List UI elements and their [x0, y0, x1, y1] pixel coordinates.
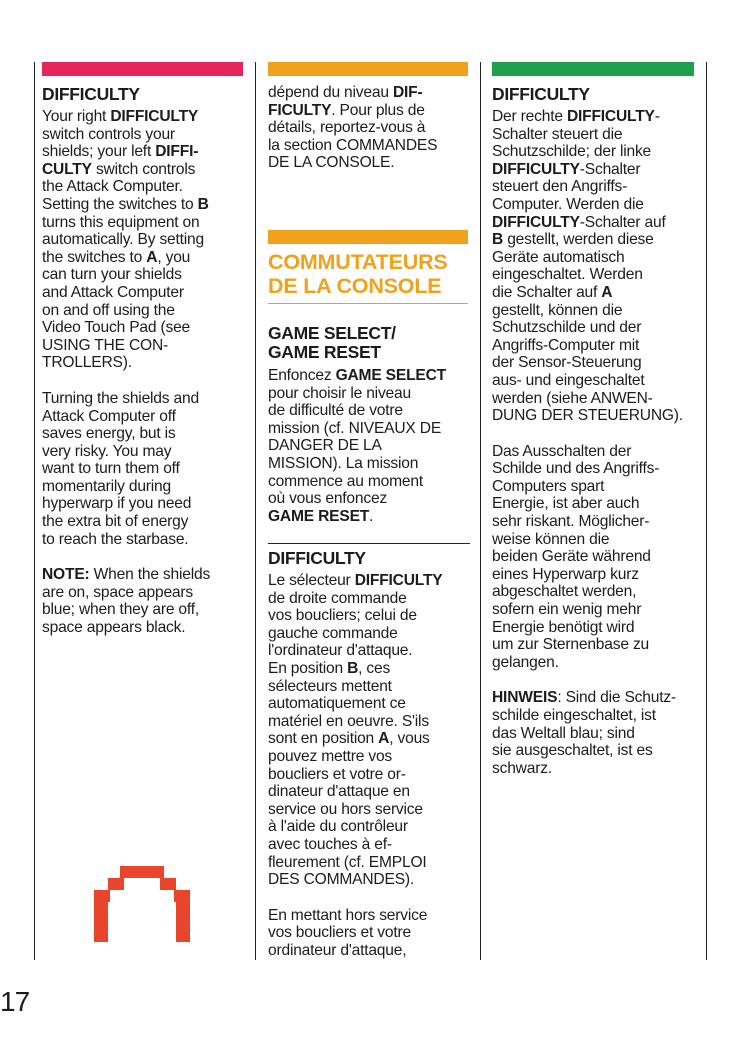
- column-french-intro: [268, 84, 478, 172]
- paragraph-en-2: Turning the shields and Attack Computer off saves energy, but is very risky. You may want to turn them off momentarily during hyperwarp if you need the extra bit of energy to reach the starbase.: [42, 389, 199, 548]
- column-english: [42, 85, 252, 637]
- divider-fr: [268, 543, 470, 544]
- paragraph-de-1: Der rechte DIFFICULTY- Schalter steuert die Schutzschilde; der linke DIFFICULTY-Schalter steuert den Angriffs- Computer. Werden die DIFFICULTY-Schalter auf B gestellt, werden diese Geräte automatisch eingeschaltet. Werden die Schalter auf A gestellt, können die Schutzschilde und der Angriffs-Computer mit der Sensor-Steuerung aus- und eingeschaltet werden (siehe ANWEN- DUNG DER STEUERUNG).: [492, 108, 683, 425]
- column-rule-2: [255, 62, 256, 960]
- column-french-body: [268, 324, 478, 525]
- paragraph-fr-2: Le sélecteur DIFFICULTY de droite commande vos boucliers; celui de gauche commande l'ordinateur d'attaque. En position B, ces sélecteurs mettent automatiquement ce matériel en oeuvre. S'ils sont en position A, vous pouvez mettre vos boucliers et votre or- dinateur d'attaque en service ou hors service à l'aide du contrôleur avec touches à ef- fleurement (cf. EMPLOI DES COMMANDES).: [268, 572, 443, 889]
- note-en: NOTE: When the shields are on, space appears blue; when they are off, space appears black.: [42, 566, 211, 637]
- paragraph-de-2: Das Ausschalten der Schilde und des Angriffs- Computers spart Energie, ist aber auch sehr riskant. Möglicher- weise können die beiden Geräte während eines Hyperwarp kurz abgeschaltet werden, sofern ein wenig mehr Energie benötigt wird um zur Sternenbase zu gelangen.: [492, 442, 660, 671]
- column-rule-left: [34, 62, 35, 960]
- header-bar-german: [492, 62, 694, 76]
- heading-difficulty-de: DIFFICULTY: [492, 84, 590, 104]
- header-bar-english: [42, 62, 243, 76]
- section-title-console: COMMUTATEURS DE LA CONSOLE: [268, 250, 448, 298]
- column-rule-right: [706, 62, 707, 960]
- paragraph-en-1: Your right DIFFICULTY switch controls your shields; your left DIFFI- CULTY switch controls the Attack Computer. Setting the switches to B turns this equipment on automatically. By setting the switches to A, you can turn your shields and Attack Computer on and off using the Video Touch Pad (see USING THE CON- TROLLERS).: [42, 108, 209, 372]
- column-rule-3: [480, 62, 481, 960]
- column-french-difficulty: [268, 549, 478, 959]
- section-title-underline: [268, 303, 468, 304]
- section-bar-french: [268, 230, 468, 244]
- column-german: [492, 85, 704, 777]
- heading-difficulty-en: DIFFICULTY: [42, 84, 140, 104]
- paragraph-fr-3: En mettant hors service vos boucliers et votre ordinateur d'attaque,: [268, 906, 428, 959]
- header-bar-french: [268, 62, 468, 76]
- heading-game-select: GAME SELECT/ GAME RESET: [268, 323, 396, 362]
- page-number: 17: [0, 986, 30, 1017]
- note-de: HINWEIS: Sind die Schutz- schilde eingeschaltet, ist das Weltall blau; sind sie ausgeschaltet, ist es schwarz.: [492, 689, 676, 777]
- paragraph-fr-intro: dépend du niveau DIF- FICULTY. Pour plus de détails, reportez-vous à la section COMMANDES DE LA CONSOLE.: [268, 84, 438, 172]
- paragraph-fr-1: Enfoncez GAME SELECT pour choisir le niveau de difficulté de votre mission (cf. NIVEAUX DE DANGER DE LA MISSION). La mission commence au moment où vous enfoncez GAME RESET.: [268, 367, 446, 525]
- ship-graphic: [94, 866, 190, 942]
- heading-difficulty-fr: DIFFICULTY: [268, 548, 366, 568]
